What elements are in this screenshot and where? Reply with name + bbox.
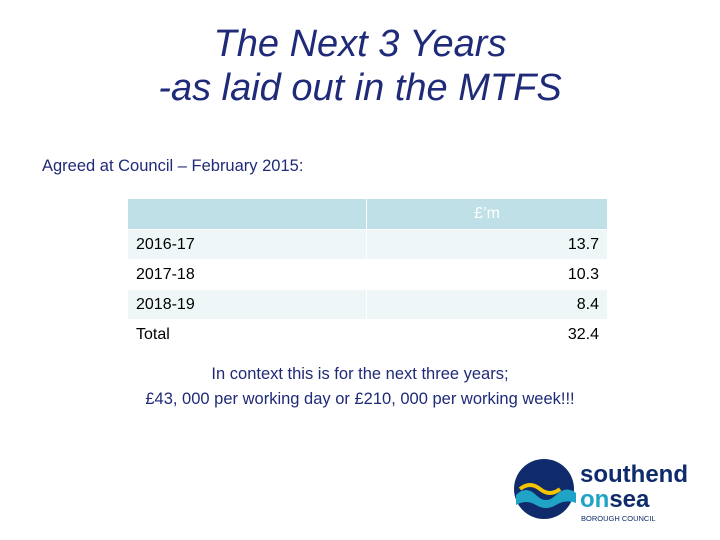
logo-text-borough: BOROUGH COUNCIL [581, 514, 656, 523]
table-row [128, 260, 607, 290]
agreed-subtitle: Agreed at Council – February 2015: [42, 157, 304, 175]
table-row [128, 230, 607, 260]
slide-title [0, 22, 720, 110]
logo-text-on: on [580, 486, 610, 513]
context-line-1: In context this is for the next three years; [211, 365, 509, 383]
context-note [0, 362, 720, 412]
table-row-total [128, 320, 607, 350]
row-value: 10.3 [567, 265, 599, 283]
header-amount-cell: £’m [367, 199, 608, 230]
table-row [128, 290, 607, 320]
title-line-2: -as laid out in the MTFS [158, 67, 562, 109]
row-value: 13.7 [367, 230, 608, 260]
logo-text-onsea [580, 486, 650, 513]
logo-text-sea: sea [609, 486, 650, 513]
row-label: Total [128, 320, 367, 350]
mtfs-table [128, 199, 607, 350]
row-value: 32.4 [567, 325, 599, 343]
southend-council-logo [510, 455, 700, 527]
context-line-2: £43, 000 per working day or £210, 000 per working week!!! [145, 390, 575, 408]
logo-text-southend: southend [580, 461, 688, 488]
row-label: 2016-17 [128, 230, 367, 260]
header-label-cell [128, 199, 367, 230]
title-line-1: The Next 3 Years [213, 23, 507, 65]
row-label: 2018-19 [128, 290, 367, 320]
table-header-row [128, 199, 607, 230]
row-label: 2017-18 [128, 260, 367, 290]
row-value: 8.4 [367, 290, 608, 320]
